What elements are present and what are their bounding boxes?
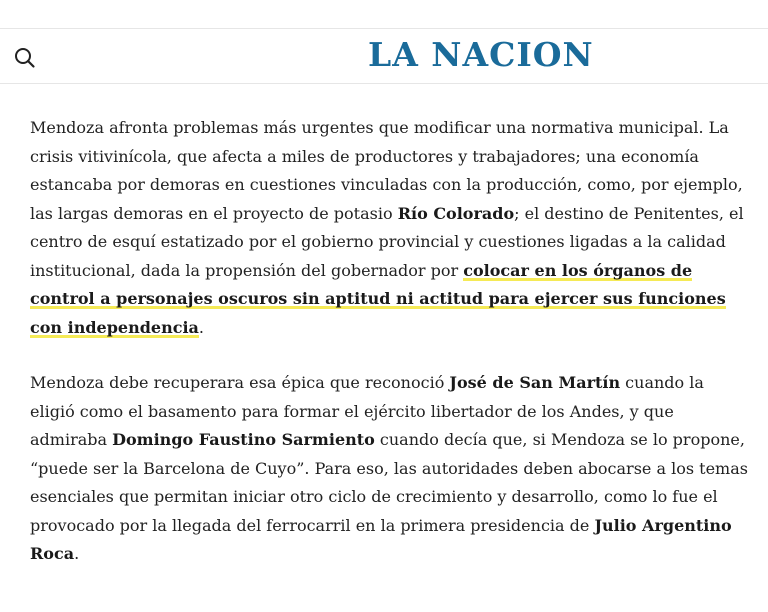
- bold-name-san-martin: José de San Martín: [449, 373, 621, 392]
- site-logo[interactable]: LA NACION: [368, 35, 594, 74]
- bold-term-rio-colorado: Río Colorado: [397, 203, 515, 223]
- highlighted-link[interactable]: colocar en los órganos de control a personajes oscuros sin aptitud ni actitud para ejercer sus funciones con independencia: [30, 260, 726, 337]
- paragraph-text: cuando la eligió como el basamento para formar el ejército libertador de los Andes, y que admiraba: [30, 373, 704, 449]
- paragraph-text: Mendoza afronta problemas más urgentes que modificar una normativa municipal. La crisis vitivinícola, que afecta a miles de productores y trabajadores; una economía estancaba por demoras en cuestiones vinculadas con la producción, como, por ejemplo, las largas demoras en el proyecto de potasio: [30, 118, 743, 223]
- paragraph-text: ; el destino de Penitentes, el centro de esquí estatizado por el gobierno provincial y cuestiones ligadas a la calidad institucional, dada la propensión del gobernador por: [30, 203, 744, 280]
- search-icon: [12, 45, 38, 71]
- paragraph-text: .: [74, 544, 80, 563]
- paragraph-text: Mendoza debe recuperara esa épica que reconoció: [30, 373, 450, 392]
- bold-name-roca: Julio Argentino Roca: [30, 515, 732, 563]
- article-paragraph-2: [30, 369, 750, 569]
- search-button[interactable]: [12, 45, 38, 71]
- bold-name-sarmiento: Domingo Faustino Sarmiento: [112, 430, 375, 449]
- site-header: [0, 28, 768, 84]
- article-paragraph-1: [30, 114, 750, 342]
- paragraph-text: .: [198, 317, 204, 337]
- article-body: [30, 114, 750, 569]
- paragraph-text: cuando decía que, si Mendoza se lo propone, “puede ser la Barcelona de Cuyo”. Para eso, las autoridades deben abocarse a los temas esenciales que permitan iniciar otro ciclo de crecimiento y desarrollo, como lo fue el provocado por la llegada del ferrocarril en la primera presidencia de: [30, 430, 748, 535]
